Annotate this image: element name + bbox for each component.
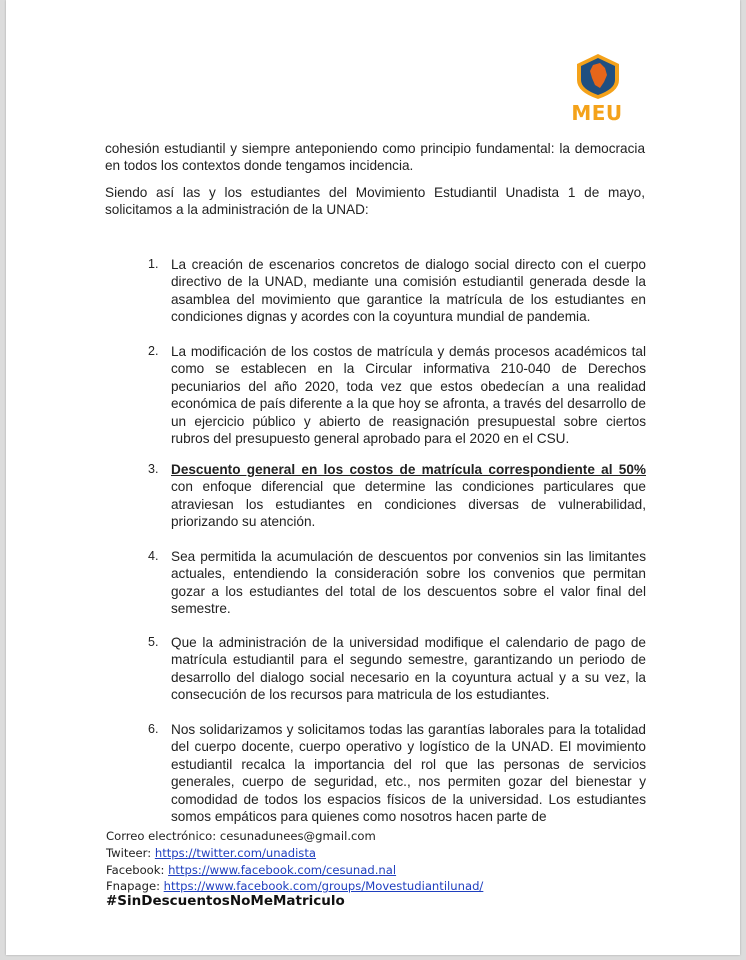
list-number: 3. [148, 462, 159, 476]
twitter-link[interactable]: https://twitter.com/unadista [154, 846, 317, 860]
shield-logo-icon [574, 52, 622, 100]
list-number: 4. [148, 549, 159, 563]
document-page [6, 0, 740, 955]
fanpage-label: Fnapage: [106, 879, 160, 893]
campaign-hashtag: #SinDescuentosNoMeMatriculo [106, 893, 345, 909]
footer-twitter-line [106, 845, 566, 862]
intro-paragraph: cohesión estudiantil y siempre anteponiendo como principio fundamental: la democracia en todos los contextos donde tengamos incidencia. [105, 141, 645, 174]
list-number: 6. [148, 722, 159, 736]
highlighted-demand: Descuento general en los costos de matrícula correspondiente al 50% [171, 462, 646, 477]
list-number: 2. [148, 344, 159, 358]
facebook-label: Facebook: [106, 863, 165, 877]
list-number: 5. [148, 635, 159, 649]
twitter-label: Twiteer: [106, 846, 152, 860]
list-item-text [171, 461, 646, 531]
email-address[interactable]: cesunadunees@gmail.com [219, 829, 376, 843]
request-paragraph: Siendo así las y los estudiantes del Movimiento Estudiantil Unadista 1 de mayo, solicitamos a la administración de la UNAD: [105, 185, 645, 218]
facebook-link[interactable]: https://www.facebook.com/cesunad.nal [168, 863, 397, 877]
list-item-text: Nos solidarizamos y solicitamos todas las garantías laborales para la totalidad del cuerpo docente, cuerpo operativo y logístico de la UNAD. El movimiento estudiantil recalca la importancia del rol que las personas de servicios generales, cuerpo de seguridad, etc., nos permiten gozar del bienestar y comodidad de todos los espacios físicos de la universidad. Los estudiantes somos empáticos para quienes como nosotros hacen parte de [171, 722, 646, 825]
meu-logo [566, 52, 632, 132]
list-item-text-rest: con enfoque diferencial que determine las condiciones particulares que atraviesan los estudiantes en condiciones diversas de vulnerabilidad, priorizando su atención. [171, 479, 646, 530]
list-item-text: Sea permitida la acumulación de descuentos por convenios sin las limitantes actuales, entendiendo la consideración sobre los convenios que permitan gozar a los estudiantes del total de los descuentos sobre el valor final del semestre. [171, 549, 646, 617]
list-number: 1. [148, 257, 159, 271]
footer-facebook-line [106, 862, 566, 879]
fanpage-link[interactable]: https://www.facebook.com/groups/Movestudiantilunad/ [163, 879, 484, 893]
list-item-text: Que la administración de la universidad modifique el calendario de pago de matrícula estudiantil para el segundo semestre, garantizando un periodo de desarrollo del dialogo social necesario en la coyuntura actual y a su vez, la consecución de los recursos para matricula de los estudiantes. [171, 635, 646, 703]
logo-text: MEU [571, 101, 623, 125]
email-label: Correo electrónico: [106, 829, 217, 843]
list-item-text: La modificación de los costos de matrícula y demás procesos académicos tal como se establecen en la Circular informativa 210-040 de Derechos pecuniarios del año 2020, toda vez que estos obedecían a una realidad económica de país diferente a la que hoy se afronta, a través del desarrollo de un ejercicio público y abierto de reasignación presupuestal sobre ciertos rubros del presupuesto general aprobado para el 2020 en el CSU. [171, 344, 646, 447]
list-item-text: La creación de escenarios concretos de dialogo social directo con el cuerpo directivo de la UNAD, mediante una comisión estudiantil generada desde la asamblea del movimiento que garantice la matrícula de los estudiantes en condiciones dignas y acordes con la coyuntura mundial de pandemia. [171, 257, 646, 325]
footer-email-line [106, 828, 566, 845]
